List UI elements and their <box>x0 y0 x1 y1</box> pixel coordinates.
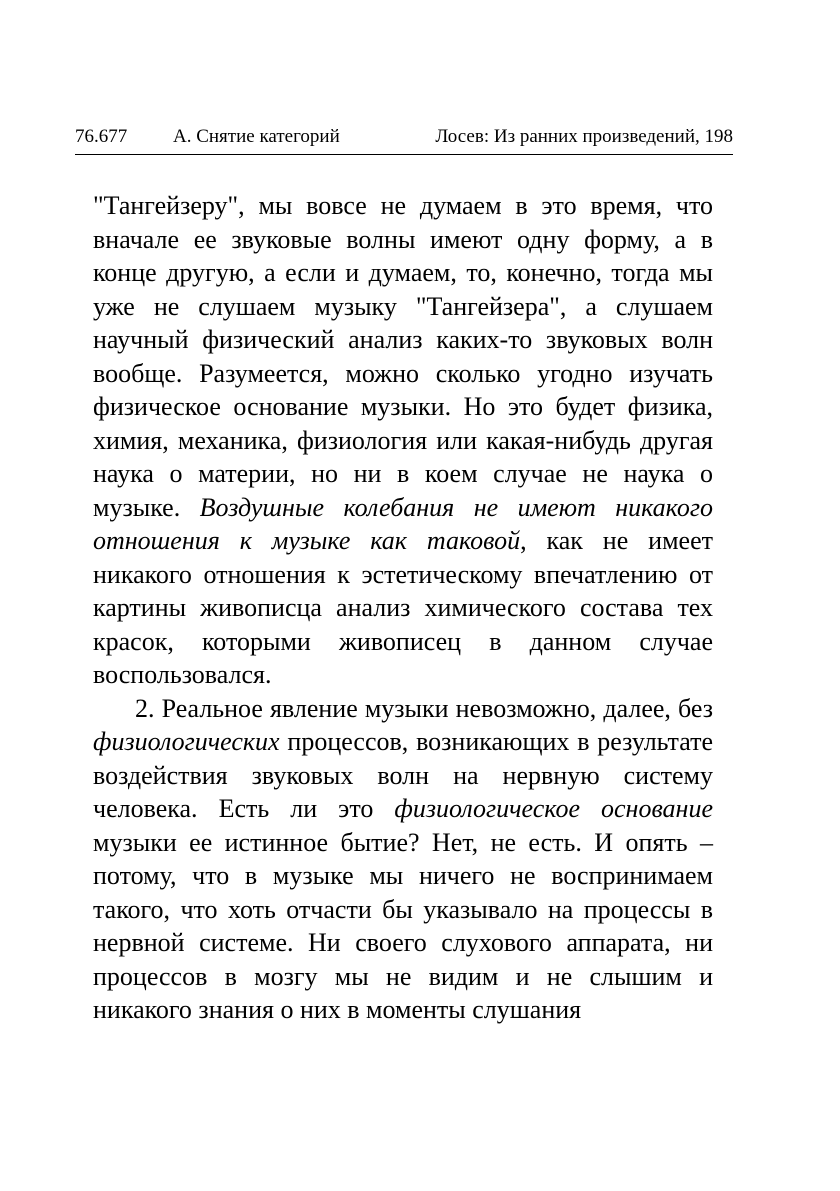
italic-segment: физиологическое основание <box>394 794 713 823</box>
header-code: 76.677 <box>75 126 128 147</box>
text-segment: 2. Реальное явление музыки невозможно, далее, без <box>135 693 713 723</box>
text-segment: процессов, возникающих в результате воздействия звуковых волн на нервную систему человека. Есть ли это <box>93 727 713 823</box>
italic-segment: Воздушные колебания не имеют никакого отношения к музыке как таковой <box>93 492 713 555</box>
running-header <box>75 125 733 149</box>
header-book-title: Лосев: Из ранних произведений, 198 <box>435 126 733 147</box>
header-rule <box>75 154 733 155</box>
text-segment: , как не имеет никакого отношения к эстетическому впечатлению от картины живописца анализ химического состава тех красок, которыми живописец в данном случае воспользовался. <box>93 526 713 689</box>
paragraph-1 <box>93 189 713 692</box>
text-segment: "Тангейзеру", мы вовсе не думаем в это время, что вначале ее звуковые волны имеют одну форму, а в конце другую, а если и думаем, то, конечно, тогда мы уже не слушаем музыку "Тангейзера", а слушаем научный физический анализ каких-то звуковых волн вообще. Разумеется, можно сколько угодно изучать физическое основание музыки. Но это будет физика, химия, механика, физиология или какая-нибудь другая наука о материи, но ни в коем случае не наука о музыке. <box>93 191 713 522</box>
italic-segment: физиологических <box>93 727 280 756</box>
paragraph-2 <box>93 692 713 1027</box>
body-text <box>93 189 713 1027</box>
text-segment: музыки ее истинное бытие? Нет, не есть. И опять – потому, что в музыке мы ничего не воспринимаем такого, что хоть отчасти бы указывало на процессы в нервной системе. Ни своего слухового аппарата, ни процессов в мозгу мы не видим и не слышим и никакого знания о них в моменты слушания <box>93 827 713 1024</box>
header-section-title: А. Снятие категорий <box>173 126 340 147</box>
